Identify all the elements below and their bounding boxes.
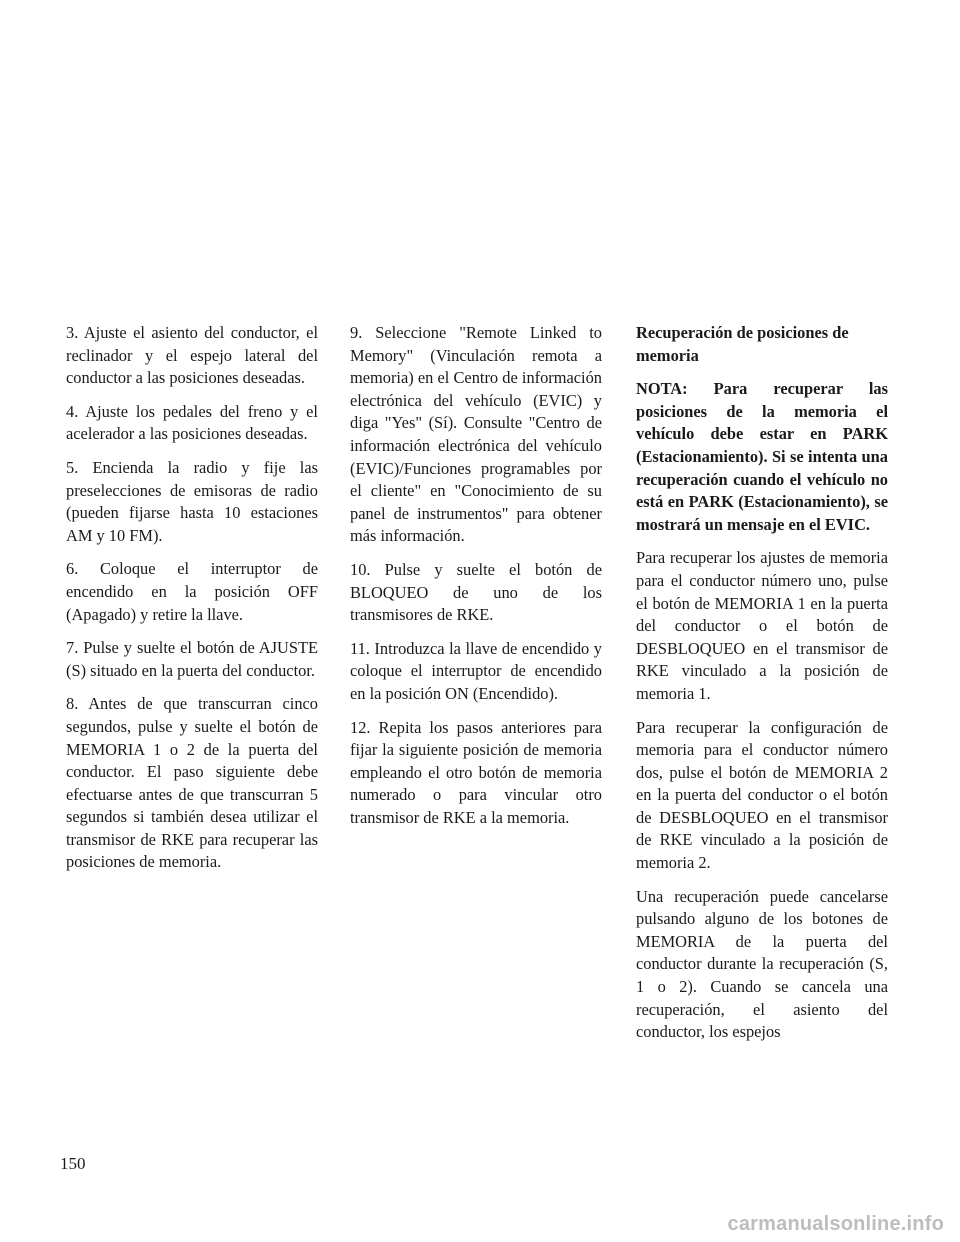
step-4-paragraph: 4. Ajuste los pedales del freno y el acelerador a las posiciones deseadas.	[66, 401, 318, 444]
section-heading: Recuperación de posiciones de memoria	[636, 323, 849, 365]
column-3	[636, 322, 888, 1055]
step-6-paragraph: 6. Coloque el interruptor de encendido en la posición OFF (Apagado) y retire la llave.	[66, 559, 318, 624]
column-1	[66, 322, 318, 885]
step-9-paragraph: 9. Seleccione "Remote Linked to Memory" (Vinculación remota a memoria) en el Centro de información electrónica del vehículo (EVIC) y diga "Yes" (Sí). Consulte "Centro de información electrónica del vehículo (EVIC)/Funciones programables por el cliente" en "Conocimiento de su panel de instrumentos" para obtener más información.	[350, 323, 602, 546]
recall-driver-one-paragraph: Para recuperar los ajustes de memoria para el conductor número uno, pulse el botón de MEMORIA 1 en la puerta del conductor o el botón de DESBLOQUEO en el transmisor de RKE vinculado a la posición de memoria 1.	[636, 548, 888, 703]
step-5-paragraph: 5. Encienda la radio y fije las preselecciones de emisoras de radio (pueden fijarse hasta 10 estaciones AM y 10 FM).	[66, 457, 318, 545]
watermark-logo: carmanualsonline.info	[727, 1213, 944, 1235]
step-3-paragraph: 3. Ajuste el asiento del conductor, el reclinador y el espejo lateral del conductor a las posiciones deseadas.	[66, 323, 318, 388]
page-number: 150	[60, 1154, 86, 1173]
step-7-paragraph: 7. Pulse y suelte el botón de AJUSTE (S) situado en la puerta del conductor.	[66, 638, 318, 680]
step-12-paragraph: 12. Repita los pasos anteriores para fijar la siguiente posición de memoria empleando el otro botón de memoria numerado o para vincular otro transmisor de RKE a la memoria.	[350, 717, 602, 827]
cancel-recall-paragraph: Una recuperación puede cancelarse pulsando alguno de los botones de MEMORIA de la puerta del conductor durante la recuperación (S, 1 o 2). Cuando se cancela una recuperación, el asiento del conductor, los espejos	[636, 886, 888, 1042]
note-paragraph: NOTA: Para recuperar las posiciones de la memoria el vehículo debe estar en PARK (Estacionamiento). Si se intenta una recuperación cuando el vehículo no está en PARK (Estacionamiento), se mostrará un mensaje en el EVIC.	[636, 379, 888, 534]
step-10-paragraph: 10. Pulse y suelte el botón de BLOQUEO de uno de los transmisores de RKE.	[350, 559, 602, 625]
column-2	[350, 322, 602, 840]
step-11-paragraph: 11. Introduzca la llave de encendido y coloque el interruptor de encendido en la posición ON (Encendido).	[350, 638, 602, 703]
recall-driver-two-paragraph: Para recuperar la configuración de memoria para el conductor número dos, pulse el botón de MEMORIA 2 en la puerta del conductor o el botón de DESBLOQUEO en el transmisor de RKE vinculado a la posición de memoria 2.	[636, 717, 888, 873]
step-8-paragraph: 8. Antes de que transcurran cinco segundos, pulse y suelte el botón de MEMORIA 1 o 2 de la puerta del conductor. El paso siguiente debe efectuarse antes de que transcurran 5 segundos si también desea utilizar el transmisor de RKE para recuperar las posiciones de memoria.	[66, 694, 318, 872]
